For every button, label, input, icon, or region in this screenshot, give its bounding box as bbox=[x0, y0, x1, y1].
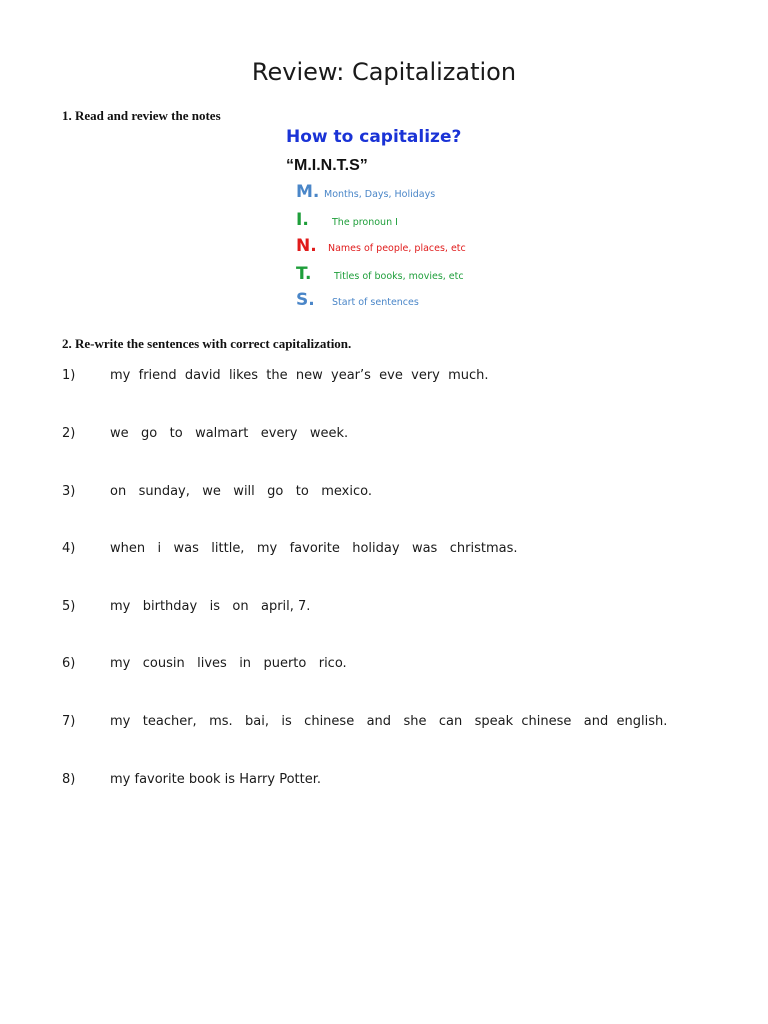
sentence-text: my friend david likes the new year’s eve very much. bbox=[110, 368, 489, 383]
sentence-row bbox=[62, 426, 742, 446]
mints-item-m bbox=[296, 180, 556, 204]
sentence-number: 6) bbox=[62, 656, 76, 671]
mints-letter: M. bbox=[296, 182, 320, 202]
sentence-number: 4) bbox=[62, 541, 76, 556]
sentence-row bbox=[62, 656, 742, 676]
page-title: Review: Capitalization bbox=[251, 58, 517, 86]
mints-letter: T. bbox=[296, 264, 312, 284]
sentence-text: we go to walmart every week. bbox=[110, 426, 349, 441]
sentence-number: 5) bbox=[62, 599, 76, 614]
sentence-text: when i was little, my favorite holiday was christmas. bbox=[110, 541, 518, 556]
mints-text: Titles of books, movies, etc bbox=[334, 271, 464, 282]
sentence-row bbox=[62, 368, 742, 388]
sentence-text: my birthday is on april, 7. bbox=[110, 599, 311, 614]
section-2-heading: 2. Re-write the sentences with correct capitalization. bbox=[62, 336, 352, 351]
sentence-number: 2) bbox=[62, 426, 76, 441]
sentence-row bbox=[62, 714, 742, 734]
sentence-number: 8) bbox=[62, 772, 76, 787]
mints-text: The pronoun I bbox=[332, 217, 398, 228]
sentence-number: 7) bbox=[62, 714, 76, 729]
section-1-heading: 1. Read and review the notes bbox=[62, 108, 221, 123]
sentence-row bbox=[62, 484, 742, 504]
mints-item-n bbox=[296, 234, 556, 258]
notes-title: How to capitalize? bbox=[286, 127, 462, 147]
mints-text: Names of people, places, etc bbox=[328, 243, 466, 254]
mints-letter: N. bbox=[296, 236, 317, 256]
mints-item-t bbox=[296, 262, 556, 286]
mints-text: Start of sentences bbox=[332, 297, 419, 308]
sentence-row bbox=[62, 772, 742, 792]
mints-letter: I. bbox=[296, 210, 309, 230]
sentence-row bbox=[62, 599, 742, 619]
mints-item-i bbox=[296, 208, 556, 232]
sentence-text: my teacher, ms. bai, is chinese and she can speak chinese and english. bbox=[110, 714, 668, 729]
sentence-text: my favorite book is Harry Potter. bbox=[110, 772, 322, 787]
sentence-number: 1) bbox=[62, 368, 76, 383]
notes-mnemonic: “M.I.N.T.S” bbox=[286, 157, 368, 174]
sentence-text: my cousin lives in puerto rico. bbox=[110, 656, 347, 671]
sentence-row bbox=[62, 541, 742, 561]
mints-text: Months, Days, Holidays bbox=[324, 189, 436, 200]
sentence-number: 3) bbox=[62, 484, 76, 499]
mints-item-s bbox=[296, 288, 556, 312]
mints-letter: S. bbox=[296, 290, 315, 310]
sentence-text: on sunday, we will go to mexico. bbox=[110, 484, 372, 499]
